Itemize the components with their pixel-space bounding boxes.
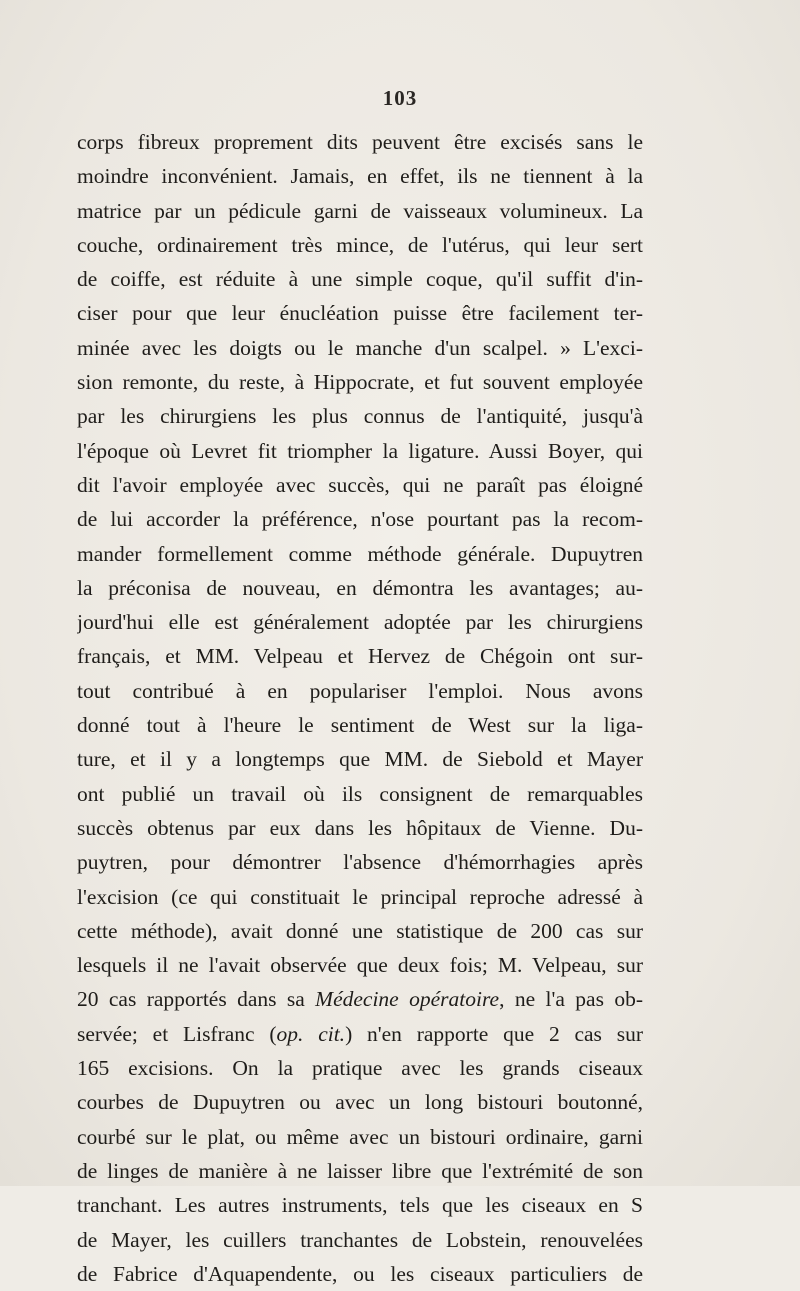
text-segment: 165 excisions. On la pratique avec les grands ciseaux — [77, 1056, 643, 1081]
text-segment: dit l'avoir employée avec succès, qui ne paraît pas éloigné — [77, 472, 643, 497]
text-segment: tranchant. Les autres instruments, tels que les ciseaux en S — [77, 1193, 643, 1218]
text-line — [77, 1051, 643, 1085]
text-segment: donné tout à l'heure le sentiment de West sur la liga- — [77, 713, 643, 738]
text-segment: , ne l'a pas ob- — [499, 987, 643, 1012]
italic-text: Médecine opératoire — [315, 987, 500, 1012]
text-line — [77, 434, 643, 468]
text-line — [77, 1120, 643, 1154]
text-segment: courbes de Dupuytren ou avec un long bistouri boutonné, — [77, 1090, 643, 1115]
text-segment: jourd'hui elle est généralement adoptée par les chirurgiens — [77, 610, 643, 635]
text-segment: tout contribué à en populariser l'emploi. Nous avons — [77, 678, 643, 703]
text-line — [77, 811, 643, 845]
text-line — [77, 674, 643, 708]
text-line — [77, 880, 643, 914]
text-segment: minée avec les doigts ou le manche d'un scalpel. » L'exci- — [77, 335, 643, 360]
text-line — [77, 331, 643, 365]
text-segment: servée; et Lisfranc ( — [77, 1021, 277, 1046]
text-line — [77, 1188, 643, 1222]
text-segment: lesquels il ne l'avait observée que deux fois; M. Velpeau, sur — [77, 953, 643, 978]
text-segment: matrice par un pédicule garni de vaisseaux volumineux. La — [77, 198, 643, 223]
text-segment: ont publié un travail où ils consignent de remarquables — [77, 781, 643, 806]
text-segment: la préconisa de nouveau, en démontra les avantages; au- — [77, 575, 643, 600]
text-line — [77, 1017, 643, 1051]
text-line — [77, 571, 643, 605]
text-line — [77, 468, 643, 502]
text-line — [77, 228, 643, 262]
text-segment: succès obtenus par eux dans les hôpitaux de Vienne. Du- — [77, 815, 643, 840]
text-line — [77, 399, 643, 433]
text-segment: de Fabrice d'Aquapendente, ou les ciseaux particuliers de — [77, 1261, 643, 1286]
text-segment: de lui accorder la préférence, n'ose pourtant pas la recom- — [77, 507, 643, 532]
text-segment: français, et MM. Velpeau et Hervez de Chégoin ont sur- — [77, 644, 643, 669]
text-line — [77, 1223, 643, 1257]
text-line — [77, 1085, 643, 1119]
text-segment: couche, ordinairement très mince, de l'utérus, qui leur sert — [77, 232, 643, 257]
text-line — [77, 159, 643, 193]
text-segment: cette méthode), avait donné une statistique de 200 cas sur — [77, 918, 643, 943]
text-segment: de coiffe, est réduite à une simple coque, qu'il suffit d'in- — [77, 267, 643, 292]
text-line — [77, 742, 643, 776]
text-segment: sion remonte, du reste, à Hippocrate, et fut souvent employée — [77, 370, 643, 395]
text-line — [77, 948, 643, 982]
text-segment: moindre inconvénient. Jamais, en effet, ils ne tiennent à la — [77, 164, 643, 189]
page-number: 103 — [382, 86, 418, 110]
text-segment: ture, et il y a longtemps que MM. de Siebold et Mayer — [77, 747, 643, 772]
text-line — [77, 845, 643, 879]
text-line — [77, 194, 643, 228]
body-text — [77, 125, 643, 1291]
text-line — [77, 262, 643, 296]
text-segment: corps fibreux proprement dits peuvent être excisés sans le — [77, 130, 643, 154]
text-segment: ciser pour que leur énucléation puisse être facilement ter- — [77, 301, 643, 326]
text-segment: l'époque où Levret fit triompher la ligature. Aussi Boyer, qui — [77, 438, 643, 463]
text-segment: l'excision (ce qui constituait le principal reproche adressé à — [77, 884, 643, 909]
text-line — [77, 639, 643, 673]
text-line — [77, 537, 643, 571]
text-line — [77, 777, 643, 811]
text-line — [77, 982, 643, 1016]
text-line — [77, 296, 643, 330]
text-segment: puytren, pour démontrer l'absence d'hémorrhagies après — [77, 850, 643, 875]
text-segment: par les chirurgiens les plus connus de l'antiquité, jusqu'à — [77, 404, 643, 429]
text-line — [77, 125, 643, 159]
text-line — [77, 1154, 643, 1188]
text-segment: de linges de manière à ne laisser libre que l'extrémité de son — [77, 1158, 643, 1183]
text-segment: courbé sur le plat, ou même avec un bistouri ordinaire, garni — [77, 1124, 643, 1149]
text-line — [77, 605, 643, 639]
text-segment: mander formellement comme méthode générale. Dupuytren — [77, 541, 643, 566]
text-segment: ) n'en rapporte que 2 cas sur — [345, 1021, 643, 1046]
text-line — [77, 914, 643, 948]
text-line — [77, 708, 643, 742]
text-line — [77, 365, 643, 399]
text-line — [77, 502, 643, 536]
text-line — [77, 1257, 643, 1291]
text-segment: de Mayer, les cuillers tranchantes de Lobstein, renouvelées — [77, 1227, 643, 1252]
italic-text: op. cit. — [276, 1021, 346, 1046]
text-segment: 20 cas rapportés dans sa — [77, 987, 316, 1012]
